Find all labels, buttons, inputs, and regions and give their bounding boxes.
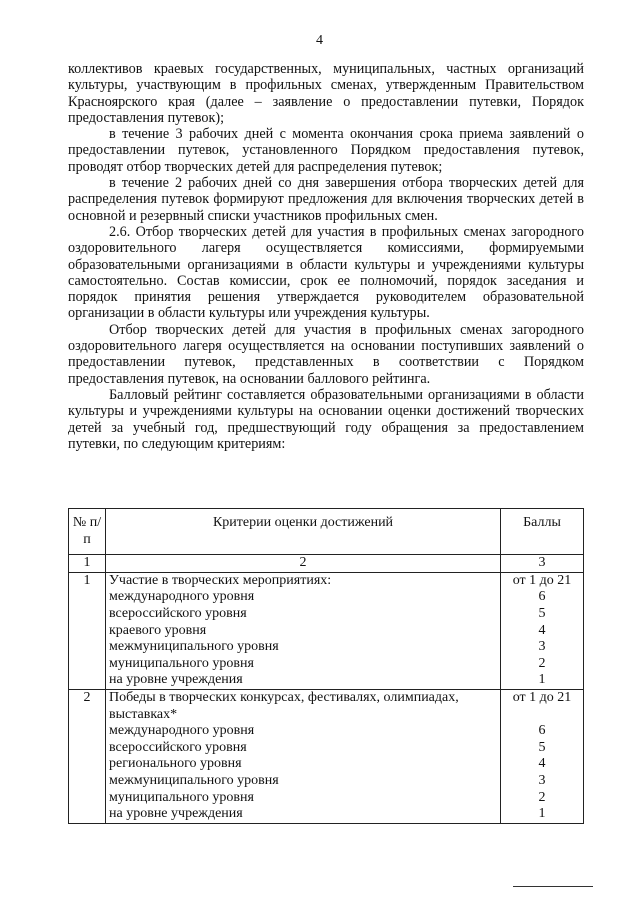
criterion-score: 2 [501, 790, 584, 807]
criterion-score: 5 [501, 740, 584, 757]
criterion-label: международного уровня [106, 723, 501, 740]
empty-cell [69, 656, 106, 673]
criterion-score: 1 [501, 672, 584, 689]
index-score: 3 [501, 555, 584, 573]
table-index-row [69, 555, 584, 573]
criterion-label: краевого уровня [106, 623, 501, 640]
criterion-label: муниципального уровня [106, 656, 501, 673]
section-score: от 1 до 21 [501, 572, 584, 589]
header-score: Баллы [501, 509, 584, 555]
header-criteria: Критерии оценки достижений [106, 509, 501, 555]
section-score: от 1 до 21 [501, 689, 584, 723]
empty-cell [69, 773, 106, 790]
empty-cell [69, 740, 106, 757]
criterion-score: 4 [501, 623, 584, 640]
criterion-label: муниципального уровня [106, 790, 501, 807]
table-row [69, 773, 584, 790]
criterion-label: на уровне учреждения [106, 672, 501, 689]
criterion-label: межмуниципального уровня [106, 773, 501, 790]
section-num: 1 [69, 572, 106, 589]
section-title: Победы в творческих конкурсах, фестивалях, олимпиадах, выставках* [106, 689, 501, 723]
table-row [69, 639, 584, 656]
criterion-score: 4 [501, 756, 584, 773]
criterion-score: 3 [501, 773, 584, 790]
criterion-label: межмуниципального уровня [106, 639, 501, 656]
footer-divider [513, 886, 593, 887]
table-header-row [69, 509, 584, 555]
empty-cell [69, 806, 106, 823]
criterion-score: 6 [501, 589, 584, 606]
empty-cell [69, 790, 106, 807]
paragraph: в течение 2 рабочих дней со дня завершения отбора творческих детей для распределения путевок формируют предложения для включения творческих детей в основной и резервный списки участников профильных смен. [68, 175, 584, 224]
paragraph: Балловый рейтинг составляется образовательными организациями в области культуры и учреждениями культуры на основании оценки достижений творческих детей за учебный год, предшествующий году обращения за предоставлением путевки, по следующим критериям: [68, 386, 584, 452]
table-row [69, 623, 584, 640]
section-title: Участие в творческих мероприятиях: [106, 572, 501, 589]
table-row [69, 740, 584, 757]
empty-cell [69, 639, 106, 656]
criterion-label: на уровне учреждения [106, 806, 501, 823]
criteria-table [68, 508, 584, 824]
table-row [69, 589, 584, 606]
empty-cell [69, 623, 106, 640]
table-row [69, 689, 584, 723]
table-row [69, 723, 584, 740]
table-row [69, 572, 584, 589]
index-criteria: 2 [106, 555, 501, 573]
empty-cell [69, 589, 106, 606]
index-num: 1 [69, 555, 106, 573]
criterion-label: регионального уровня [106, 756, 501, 773]
body-text [68, 61, 584, 452]
criterion-label: всероссийского уровня [106, 606, 501, 623]
paragraph: в течение 3 рабочих дней с момента окончания срока приема заявлений о предоставлении путевок, установленного Порядком предоставления путевок, проводят отбор творческих детей для распределения путевок; [68, 126, 584, 175]
criterion-score: 5 [501, 606, 584, 623]
empty-cell [69, 723, 106, 740]
criterion-label: международного уровня [106, 589, 501, 606]
criterion-score: 2 [501, 656, 584, 673]
table-row [69, 790, 584, 807]
criterion-score: 6 [501, 723, 584, 740]
table-row [69, 756, 584, 773]
criterion-score: 3 [501, 639, 584, 656]
header-num: № п/п [69, 509, 106, 555]
table-body [69, 555, 584, 824]
table-row [69, 606, 584, 623]
criterion-label: всероссийского уровня [106, 740, 501, 757]
paragraph: коллективов краевых государственных, муниципальных, частных организаций культуры, участвующим в профильных сменах, утвержденным Правительством Красноярского края (далее – заявление о предоставлении путевки, Порядок предоставления путевок); [68, 61, 584, 126]
paragraph: Отбор творческих детей для участия в профильных сменах загородного оздоровительного лагеря осуществляется на основании поступивших заявлений о предоставлении путевок, представленных в соответствии с Порядком предоставления путевок, на основании баллового рейтинга. [68, 321, 584, 387]
criterion-score: 1 [501, 806, 584, 823]
section-num: 2 [69, 689, 106, 723]
table-row [69, 656, 584, 673]
page-number: 4 [316, 33, 323, 48]
table-row [69, 806, 584, 823]
empty-cell [69, 756, 106, 773]
table-row [69, 672, 584, 689]
paragraph: 2.6. Отбор творческих детей для участия в профильных сменах загородного оздоровительного лагеря осуществляется комиссиями, формируемыми образовательными организациями в области культуры и учреждениями культуры самостоятельно. Состав комиссии, срок ее полномочий, порядок заседания и порядок принятия решения утверждается руководителем образовательной организации в области культуры или учреждения культуры. [68, 223, 584, 322]
empty-cell [69, 606, 106, 623]
empty-cell [69, 672, 106, 689]
